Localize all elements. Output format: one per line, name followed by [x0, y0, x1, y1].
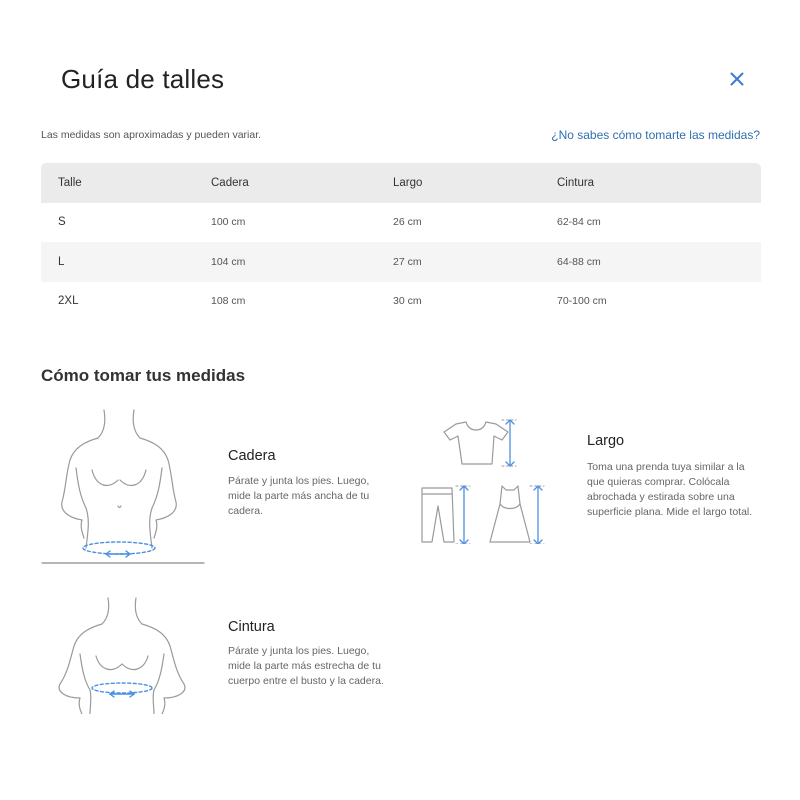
length-cell: 26 cm: [393, 216, 422, 229]
waist-cell: 64-88 cm: [540, 242, 761, 282]
close-icon: [730, 72, 744, 86]
table-row: [41, 203, 761, 243]
modal-title: Guía de talles: [61, 64, 225, 94]
table-header-row: [41, 163, 761, 203]
length-card-title: Largo: [587, 433, 625, 449]
hip-cell: 100 cm: [211, 216, 246, 229]
waist-cell: 70-100 cm: [557, 295, 607, 308]
column-header-talle: Talle: [41, 163, 194, 203]
waist-card-title: Cintura: [228, 619, 275, 635]
close-button[interactable]: [724, 66, 750, 92]
waist-cell: 62-84 cm: [557, 216, 601, 229]
how-to-measure-link[interactable]: ¿No sabes cómo tomarte las medidas?: [551, 128, 760, 142]
column-header-largo: Largo: [376, 163, 540, 203]
hip-cell: 104 cm: [194, 242, 376, 282]
hip-card-title: Cadera: [228, 448, 276, 464]
column-header-cadera: Cadera: [194, 163, 376, 203]
table-row: [41, 242, 761, 282]
size-cell: S: [58, 216, 66, 229]
table-row: [41, 282, 761, 322]
size-table: [41, 163, 761, 321]
waist-card-text: Párate y junta los pies. Luego, mide la parte más estrecha de tu cuerpo entre el busto y la cadera.: [228, 645, 384, 687]
length-cell: 27 cm: [376, 242, 540, 282]
column-header-cintura: Cintura: [540, 163, 761, 203]
size-cell: L: [41, 242, 194, 282]
length-cell: 30 cm: [393, 295, 422, 308]
size-cell: 2XL: [58, 295, 79, 308]
garment-length-measure-icon: [414, 418, 548, 544]
body-waist-measure-icon: [50, 596, 200, 714]
how-to-measure-title: Cómo tomar tus medidas: [41, 366, 246, 385]
body-hip-measure-icon: [40, 408, 206, 566]
hip-cell: 108 cm: [211, 295, 246, 308]
hip-card-text: Párate y junta los pies. Luego, mide la parte más ancha de tu cadera.: [228, 475, 370, 517]
length-card-text: Toma una prenda tuya similar a la que quieras comprar. Colócala abrochada y estirada sobre una superficie plana. Mide el largo total.: [587, 461, 753, 518]
measurements-note: Las medidas son aproximadas y pueden variar.: [41, 129, 262, 141]
